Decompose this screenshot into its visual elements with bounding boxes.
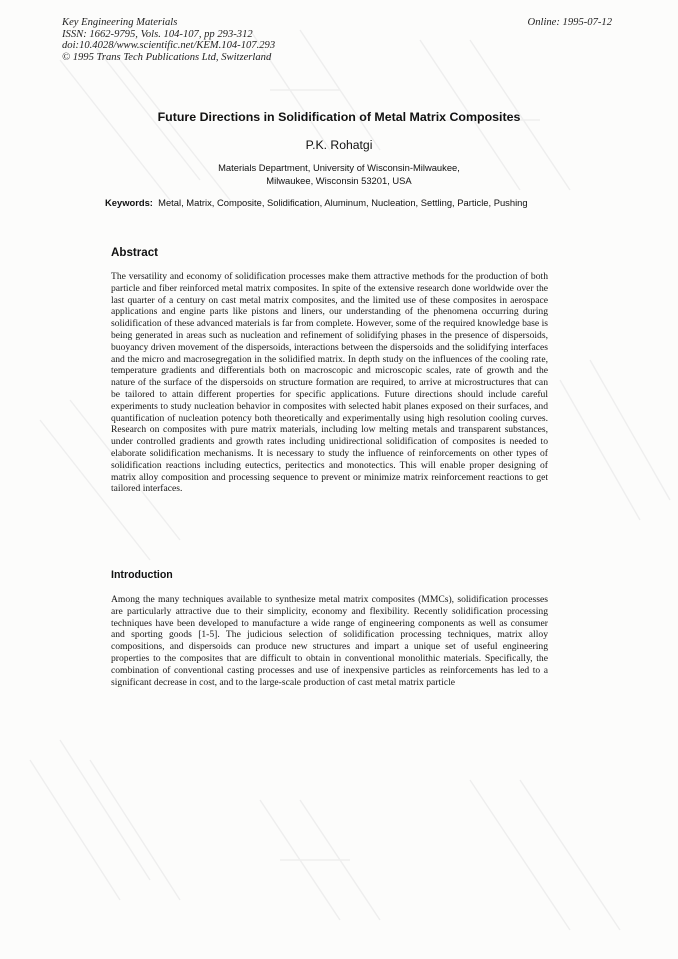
keywords — [105, 196, 555, 209]
author-name: P.K. Rohatgi — [305, 138, 373, 152]
issn-line: ISSN: 1662-9795, Vols. 104-107, pp 293-312 — [62, 28, 253, 40]
affiliation-line-1: Materials Department, University of Wisconsin-Milwaukee, — [218, 162, 460, 173]
copyright-line: © 1995 Trans Tech Publications Ltd, Switzerland — [62, 51, 272, 63]
affiliation-line-2: Milwaukee, Wisconsin 53201, USA — [266, 174, 412, 186]
journal-header — [62, 17, 275, 63]
online-date: Online: 1995-07-12 — [527, 17, 612, 28]
paper-title: Future Directions in Solidification of Metal Matrix Composites — [157, 110, 521, 124]
journal-name: Key Engineering Materials — [62, 17, 178, 28]
keywords-label: Keywords: — [105, 197, 153, 208]
doi-line: doi:10.4028/www.scientific.net/KEM.104-107.293 — [62, 40, 276, 52]
introduction-heading: Introduction — [111, 569, 173, 581]
introduction-text: Among the many techniques available to synthesize metal matrix composites (MMCs), solidification processes are particularly attractive due to their simplicity, economy and flexibility. Recently solidification processing techniques have been developed to manufacture a wide range of engineering components as well as consumer and sporting goods [1-5]. The judicious selection of solidification processing techniques, matrix alloy compositions, and dispersoids can produce new structures and impart a unique set of useful engineering properties to the composites that are difficult to obtain in conventional monolithic materials. Specifically, the combination of conventional casting processes and use of inexpensive particles as reinforcements has led to a significant decrease in cost, and to the large-scale production of cast metal matrix particle — [111, 594, 548, 688]
affiliation — [0, 162, 678, 187]
keywords-text: Metal, Matrix, Composite, Solidification, Aluminum, Nucleation, Settling, Particle, Pushing — [158, 197, 528, 208]
abstract-text: The versatility and economy of solidification processes make them attractive methods for the production of both particle and fiber reinforced metal matrix composites. In spite of the extensive research done worldwide over the last quarter of a century on cast metal matrix composites, and the limited use of these composites in aerospace applications and engine parts like pistons and liners, our understanding of the phenomena occurring during solidification of these advanced materials is far from complete. However, some of the required knowledge base is being generated in areas such as nucleation and refinement of solidifying phases in the presence of dispersoids, buoyancy driven movement of the dispersoids, interactions between the dispersoids and the solidifying interfaces and the micro and macrosegregation in the solidified matrix. In depth study on the influences of the cooling rate, temperature gradients and differentials both on macroscopic and microscopic scales, rate of growth and the nature of the surface of the dispersoids on structure formation are required, to arrive at microstructures that can be tailored to attain different properties for specific applications. Future directions should include careful experiments to study nucleation behavior in composites with selected habit planes exposed on their surfaces, and quantification of nucleation potency both theoretically and experimentally using high resolution cooling curves. Research on composites with pure matrix materials, including low melting metals and transparent substances, under controlled gradients and growth rates including unidirectional solidification of composites is needed to elaborate solidification mechanisms. It is necessary to study the influence of reinforcements on other types of solidification reactions including eutectics, peritectics and monotectics. This will enable proper designing of matrix alloy composition and processing sequence to prevent or minimize matrix reinforcement reactions to get tailored interfaces. — [111, 271, 548, 495]
abstract-heading: Abstract — [111, 246, 159, 259]
